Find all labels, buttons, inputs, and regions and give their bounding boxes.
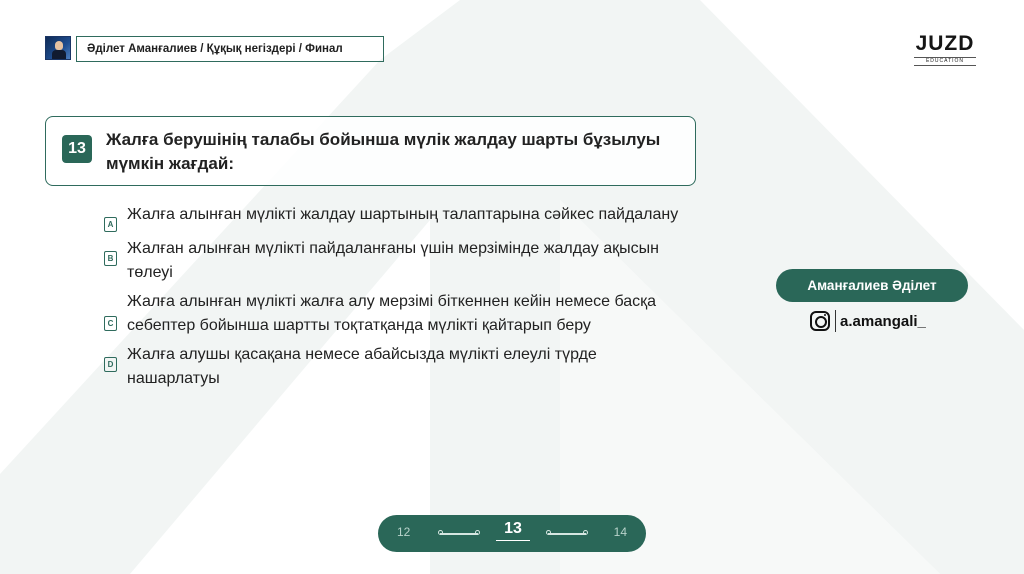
option-text: Жалға алынған мүлікті жалдау шартының талаптарына сәйкес пайдалану — [127, 206, 679, 223]
divider — [835, 310, 836, 332]
instagram-icon — [810, 311, 830, 331]
option-text: Жалған алынған мүлікті пайдаланғаны үшін мерзімінде жалдау ақысын төлеуі — [127, 240, 659, 281]
instagram-handle: a.amangali_ — [840, 312, 926, 330]
dot-icon — [475, 530, 480, 535]
option-letter: B — [104, 251, 117, 266]
option-a[interactable] — [104, 203, 704, 232]
option-c[interactable] — [104, 290, 704, 338]
author-name: Аманғалиев Әділет — [807, 278, 937, 293]
breadcrumb — [76, 36, 384, 62]
option-letter: C — [104, 316, 117, 331]
question-number: 13 — [62, 135, 92, 163]
dot-icon — [583, 530, 588, 535]
dot-icon — [546, 530, 551, 535]
logo-main-text: JUZD — [915, 32, 975, 55]
option-text: Жалға алушы қасақана немесе абайсызда мүлікті елеулі түрде нашарлатуы — [127, 346, 597, 387]
option-text: Жалға алынған мүлікті жалға алу мерзімі біткеннен кейін немесе басқа себептер бойынша шартты тоқтатқанда мүлікті қайтарып беру — [127, 293, 657, 334]
slide-pagination — [378, 515, 646, 552]
question-text: Жалға берушінің талабы бойынша мүлік жалдау шарты бұзылуы мүмкін жағдай: — [106, 130, 661, 173]
option-letter: A — [104, 217, 117, 232]
juzd-logo — [908, 33, 982, 66]
option-d[interactable] — [104, 343, 704, 391]
current-page: 13 — [496, 520, 530, 541]
instagram-link[interactable] — [810, 309, 926, 333]
presenter-thumbnail — [45, 36, 71, 60]
option-b[interactable] — [104, 237, 704, 285]
breadcrumb-text: Әділет Аманғалиев / Құқық негіздері / Финал — [87, 43, 343, 55]
prev-page-button[interactable]: 12 — [397, 525, 411, 539]
author-name-badge — [776, 269, 968, 302]
next-page-button[interactable]: 14 — [613, 525, 627, 539]
answer-options — [104, 203, 704, 396]
dot-icon — [438, 530, 443, 535]
logo-sub-text: EDUCATION — [914, 57, 976, 66]
question-box — [45, 116, 696, 186]
divider — [548, 533, 586, 535]
divider — [440, 533, 478, 535]
option-letter: D — [104, 357, 117, 372]
